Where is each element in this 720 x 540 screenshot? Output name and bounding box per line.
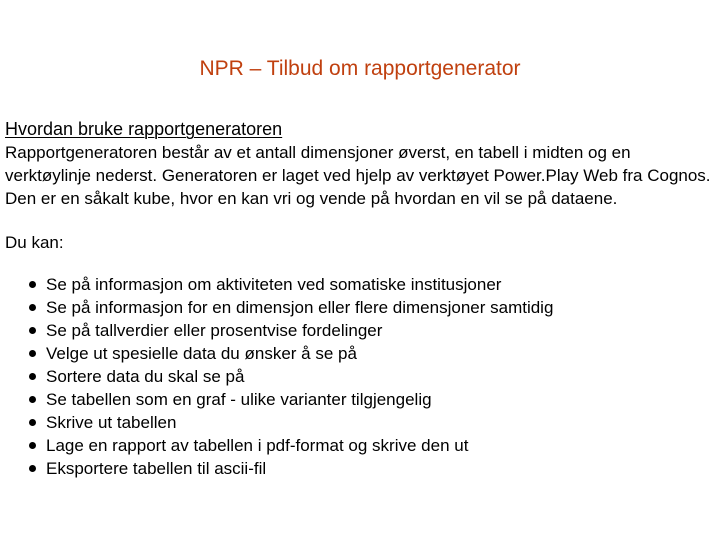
list-item-text: Eksportere tabellen til ascii-fil bbox=[46, 459, 267, 478]
list-item bbox=[29, 296, 717, 319]
bullet-icon bbox=[29, 419, 36, 426]
list-item-text: Se på tallverdier eller prosentvise fordelinger bbox=[46, 321, 383, 340]
list-item-text: Lage en rapport av tabellen i pdf-format og skrive den ut bbox=[46, 436, 469, 455]
content-section bbox=[5, 117, 717, 480]
list-item bbox=[29, 434, 717, 457]
list-item bbox=[29, 365, 717, 388]
list-item bbox=[29, 388, 717, 411]
list-item bbox=[29, 457, 717, 480]
bullet-icon bbox=[29, 442, 36, 449]
description-paragraph: Rapportgeneratoren består av et antall dimensjoner øverst, en tabell i midten og en verktøylinje nederst. Generatoren er laget ved hjelp av verktøyet Power.Play Web fra Cognos. Den er en såkalt kube, hvor en kan vri og vende på hvordan en vil se på dataene. bbox=[5, 143, 711, 208]
bullet-icon bbox=[29, 304, 36, 311]
list-intro: Du kan: bbox=[5, 233, 64, 252]
list-item bbox=[29, 411, 717, 434]
bullet-icon bbox=[29, 465, 36, 472]
bullet-icon bbox=[29, 396, 36, 403]
list-item bbox=[29, 273, 717, 296]
feature-list bbox=[5, 273, 717, 480]
list-item-text: Velge ut spesielle data du ønsker å se på bbox=[46, 344, 357, 363]
section-heading: Hvordan bruke rapportgeneratoren bbox=[5, 119, 283, 139]
bullet-icon bbox=[29, 281, 36, 288]
bullet-icon bbox=[29, 373, 36, 380]
list-item-text: Sortere data du skal se på bbox=[46, 367, 245, 386]
list-item bbox=[29, 319, 717, 342]
list-item-text: Se på informasjon om aktiviteten ved somatiske institusjoner bbox=[46, 275, 502, 294]
bullet-icon bbox=[29, 327, 36, 334]
list-item-text: Skrive ut tabellen bbox=[46, 413, 177, 432]
bullet-icon bbox=[29, 350, 36, 357]
page-title: NPR – Tilbud om rapportgenerator bbox=[199, 57, 521, 80]
list-item-text: Se på informasjon for en dimensjon eller flere dimensjoner samtidig bbox=[46, 298, 554, 317]
list-item bbox=[29, 342, 717, 365]
list-item-text: Se tabellen som en graf - ulike varianter tilgjengelig bbox=[46, 390, 432, 409]
